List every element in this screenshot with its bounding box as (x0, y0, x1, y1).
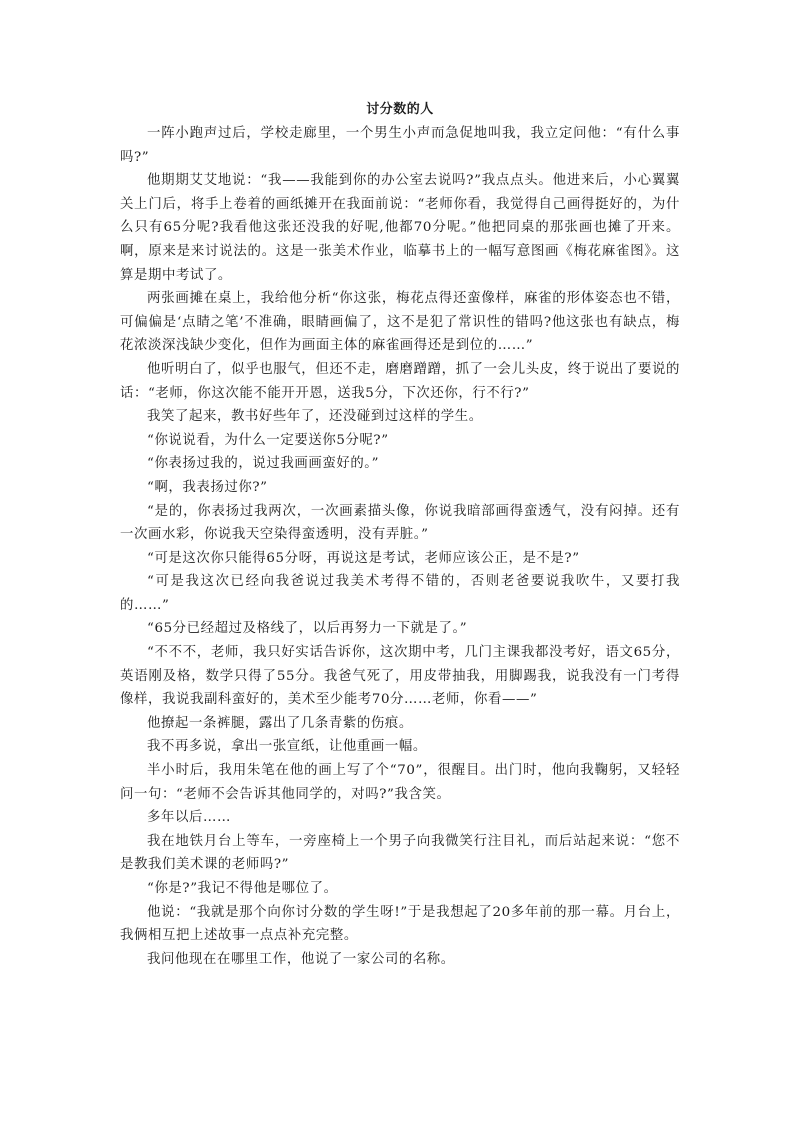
paragraph: “65分已经超过及格线了，以后再努力一下就是了。” (147, 621, 468, 637)
paragraph: 我问他现在在哪里工作，他说了一家公司的名称。 (147, 951, 455, 967)
paragraph: 半小时后，我用朱笔在他的画上写了个“70”，很醒目。出门时，他向我鞠躬，又轻轻问一句：“老师不会告诉其他同学的，对吗?”我含笑。 (120, 763, 680, 802)
document-body (120, 122, 680, 971)
paragraph: 一阵小跑声过后，学校走廊里，一个男生小声而急促地叫我，我立定问他：“有什么事吗?” (120, 126, 680, 165)
paragraph: 他撩起一条裤腿，露出了几条青紫的伤痕。 (147, 715, 413, 731)
paragraph: “你是?”我记不得他是哪位了。 (147, 881, 338, 896)
paragraph: 他说：“我就是那个向你讨分数的学生呀!”于是我想起了20多年前的那一幕。月台上，我俩相互把上述故事一点点补充完整。 (120, 904, 680, 944)
paragraph: “你表扬过我的，说过我画画蛮好的。” (147, 456, 380, 472)
paragraph: 我在地铁月台上等车，一旁座椅上一个男子向我微笑行注目礼，而后站起来说：“您不是教我们美术课的老师吗?” (120, 833, 680, 873)
paragraph: “啊，我表扬过你?” (147, 479, 268, 495)
paragraph: 两张画摊在桌上，我给他分析“你这张，梅花点得还蛮像样，麻雀的形体姿态也不错，可偏偏是‘点睛之笔’不准确，眼睛画偏了，这不是犯了常识性的错吗?他这张也有缺点，梅花浓淡深浅缺少变化，但作为画面主体的麻雀画得还是到位的……” (120, 291, 680, 354)
paragraph: “可是我这次已经向我爸说过我美术考得不错的，否则老爸要说我吹牛，又要打我的……” (120, 574, 680, 613)
paragraph: 我不再多说，拿出一张宣纸，让他重画一幅。 (147, 739, 427, 755)
paragraph: “不不不，老师，我只好实话告诉你，这次期中考，几门主课我都没考好，语文65分，英语刚及格，数学只得了55分。我爸气死了，用皮带抽我，用脚踢我，说我没有一门考得像样，我说我副科蛮好的，美术至少能考70分……老师，你看——” (120, 645, 680, 708)
paragraph: 他听明白了，似乎也服气，但还不走，磨磨蹭蹭，抓了一会儿头皮，终于说出了要说的话：“老师，你这次能不能开开恩，送我5分，下次还你，行不行?” (120, 361, 680, 401)
paragraph: “是的，你表扬过我两次，一次画素描头像，你说我暗部画得蛮透气，没有闷掉。还有一次画水彩，你说我天空染得蛮透明，没有弄脏。” (120, 503, 680, 543)
paragraph: 他期期艾艾地说：“我——我能到你的办公室去说吗?”我点点头。他进来后，小心翼翼关上门后，将手上卷着的画纸摊开在我面前说：“老师你看，我觉得自己画得挺好的，为什么只有65分呢?我看他这张还没我的好呢,他都70分呢。”他把同桌的那张画也摊了开来。啊，原来是来讨说法的。这是一张美术作业，临摹书上的一幅写意图画《梅花麻雀图》。这算是期中考试了。 (120, 173, 680, 283)
paragraph: 我笑了起来，教书好些年了，还没碰到过这样的学生。 (147, 409, 483, 425)
document-title: 讨分数的人 (366, 102, 434, 117)
paragraph: “你说说看，为什么一定要送你5分呢?” (147, 432, 389, 448)
paragraph: 多年以后…… (147, 810, 231, 826)
paragraph: “可是这次你只能得65分呀，再说这是考试，老师应该公正，是不是?” (147, 550, 580, 566)
document-page (120, 98, 680, 971)
